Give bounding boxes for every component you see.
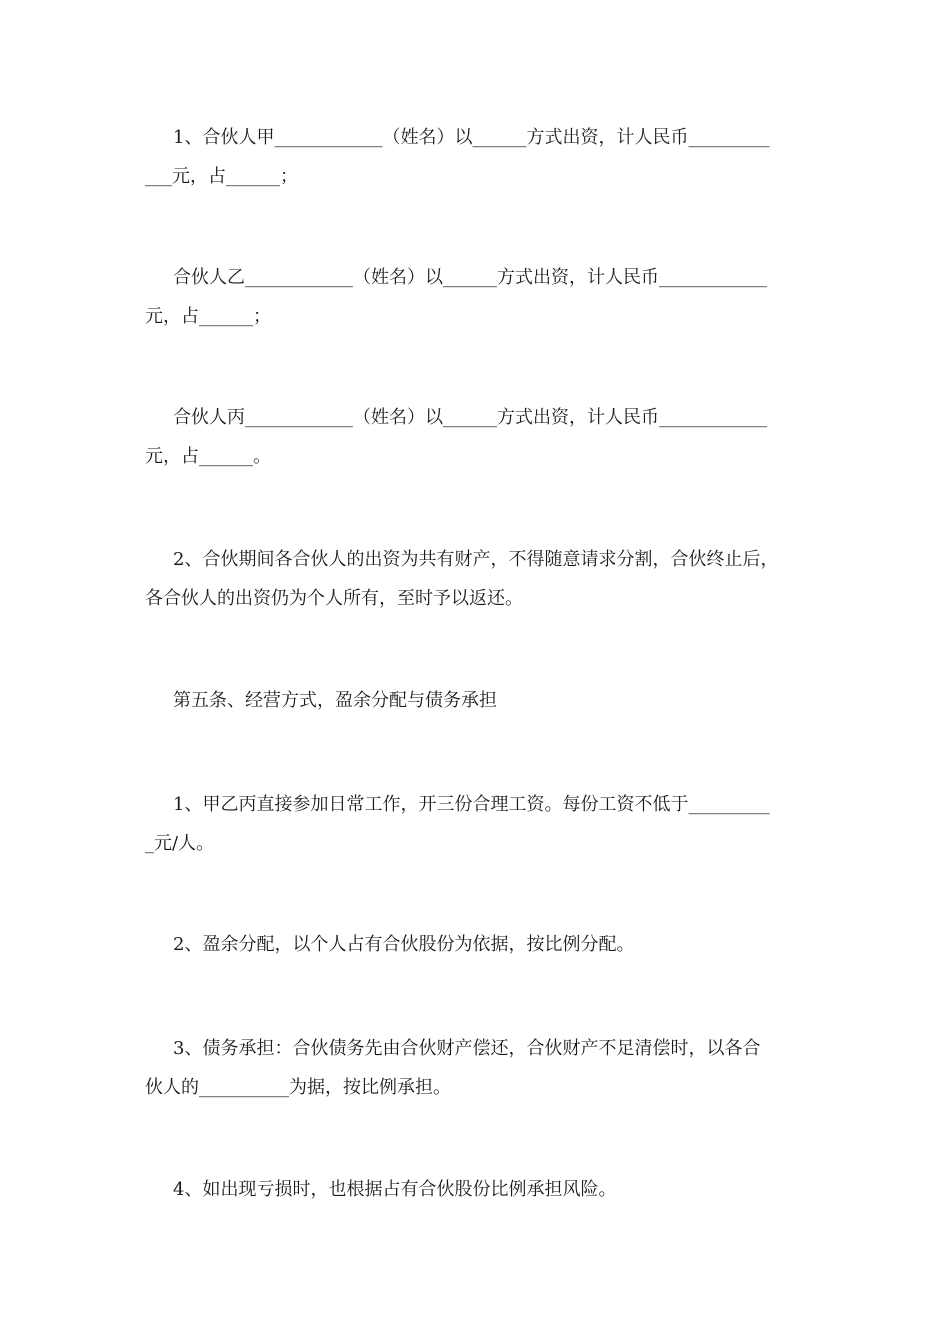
paragraph-profit-distribution	[145, 925, 815, 964]
section-heading-text: 第五条、经营方式，盈余分配与债务承担	[173, 690, 497, 711]
paragraph-wages	[145, 785, 815, 863]
paragraph-line: 元，占______。	[145, 446, 271, 467]
paragraph-line: 2、合伙期间各合伙人的出资为共有财产，不得随意请求分割，合伙终止后，	[173, 549, 779, 570]
section-heading-article-5	[145, 681, 815, 720]
paragraph-line: 1、甲乙丙直接参加日常工作，开三份合理工资。每份工资不低于_________	[173, 794, 770, 815]
paragraph-common-property	[145, 540, 815, 618]
paragraph-line: 合伙人丙____________（姓名）以______方式出资，计人民币____________	[173, 407, 767, 428]
paragraph-line: _元/人。	[145, 833, 215, 854]
paragraph-line: 2、盈余分配，以个人占有合伙股份为依据，按比例分配。	[173, 934, 635, 955]
paragraph-line: 1、合伙人甲____________（姓名）以______方式出资，计人民币_________	[173, 127, 770, 148]
paragraph-line: 合伙人乙____________（姓名）以______方式出资，计人民币____________	[173, 267, 767, 288]
paragraph-line: 各合伙人的出资仍为个人所有，至时予以返还。	[145, 588, 523, 609]
paragraph-line: 元，占______；	[145, 306, 271, 327]
paragraph-line: 4、如出现亏损时，也根据占有合伙股份比例承担风险。	[173, 1179, 617, 1200]
paragraph-line: ___元，占______；	[145, 166, 298, 187]
paragraph-line: 伙人的__________为据，按比例承担。	[145, 1077, 451, 1098]
paragraph-line: 3、债务承担：合伙债务先由合伙财产偿还，合伙财产不足清偿时，以各合	[173, 1038, 761, 1059]
paragraph-partner-b-contribution	[145, 258, 815, 336]
paragraph-partner-c-contribution	[145, 398, 815, 476]
paragraph-loss-risk	[145, 1170, 815, 1209]
paragraph-debt-bearing	[145, 1029, 815, 1107]
paragraph-partner-a-contribution	[145, 118, 815, 196]
